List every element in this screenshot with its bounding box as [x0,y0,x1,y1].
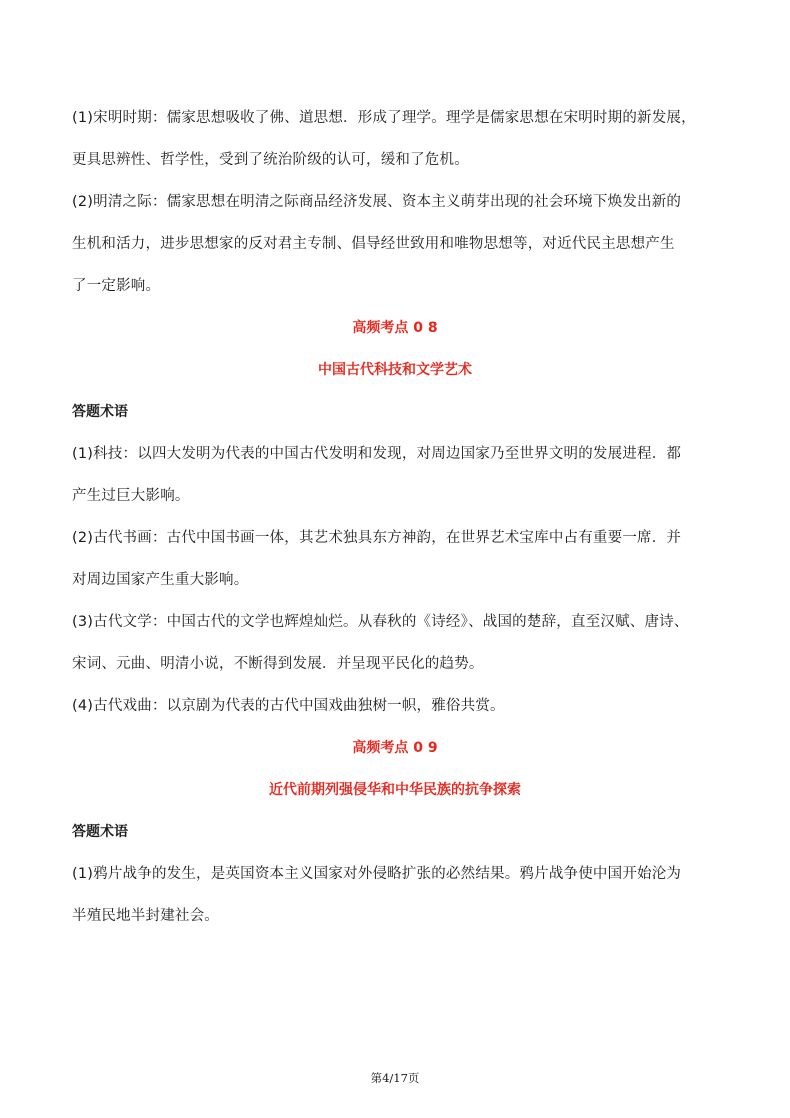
exam-point-label-08: 高频考点 0 8 [352,320,438,336]
paragraph-literature-line-2: 宋词、元曲、明清小说，不断得到发展．并呈现平民化的趋势。 [72,656,484,672]
page-number: 第4/17页 [370,1071,420,1085]
answer-terms-heading-09: 答题术语 [72,824,128,840]
paragraph-calligraphy-line-1: (2)古代书画：古代中国书画一体，其艺术独具东方神韵，在世界艺术宝库中占有重要一席．并 [72,530,682,546]
paragraph-song-ming-line-1: (1)宋明时期：儒家思想吸收了佛、道思想．形成了理学。理学是儒家思想在宋明时期的新发展， [72,110,696,126]
paragraph-ming-qing-line-2: 生机和活力，进步思想家的反对君主专制、倡导经世致用和唯物思想等，对近代民主思想产生 [72,236,675,252]
paragraph-ming-qing-line-3: 了一定影响。 [72,278,161,294]
exam-point-title-09: 近代前期列强侵华和中华民族的抗争探索 [269,782,521,798]
paragraph-opera-line-1: (4)古代戏曲：以京剧为代表的古代中国戏曲独树一帜，雅俗共赏。 [72,698,505,714]
paragraph-calligraphy-line-2: 对周边国家产生重大影响。 [72,572,249,588]
paragraph-opium-war-line-1: (1)鸦片战争的发生，是英国资本主义国家对外侵略扩张的必然结果。鸦片战争使中国开始沦为 [72,866,682,882]
paragraph-technology-line-2: 产生过巨大影响。 [72,488,190,504]
exam-point-title-08: 中国古代科技和文学艺术 [318,362,472,378]
exam-point-label-09: 高频考点 0 9 [352,740,438,756]
answer-terms-heading-08: 答题术语 [72,404,128,420]
paragraph-opium-war-line-2: 半殖民地半封建社会。 [72,908,219,924]
paragraph-ming-qing-line-1: (2)明清之际：儒家思想在明清之际商品经济发展、资本主义萌芽出现的社会环境下焕发出新的 [72,194,682,210]
paragraph-literature-line-1: (3)古代文学：中国古代的文学也辉煌灿烂。从春秋的《诗经》、战国的楚辞，直至汉赋、唐诗、 [72,614,689,630]
paragraph-song-ming-line-2: 更具思辨性、哲学性，受到了统治阶级的认可，缓和了危机。 [72,152,469,168]
paragraph-technology-line-1: (1)科技：以四大发明为代表的中国古代发明和发现，对周边国家乃至世界文明的发展进程．都 [72,446,682,462]
